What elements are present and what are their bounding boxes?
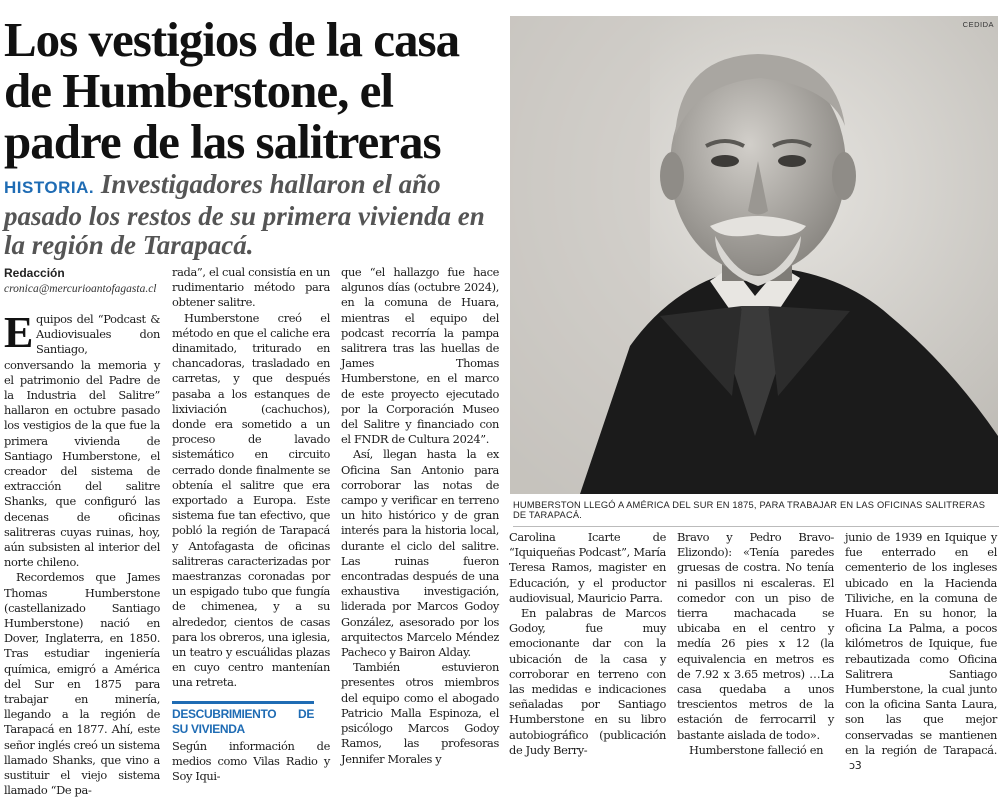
drop-cap: E (4, 308, 33, 357)
author-email[interactable]: cronica@mercurioantofagasta.cl (4, 283, 157, 295)
paragraph (845, 530, 997, 773)
end-mark-icon: ↄ3 (849, 759, 862, 773)
section-kicker: HISTORIA. (4, 178, 95, 197)
paragraph: En palabras de Marcos Godoy, fue muy emocionante dar con la ubicación de la casa y corroborar en terreno con las medidas e indicaciones señaladas por Santiago Humberstone en su libro autobiográfico (publicación de Judy Berry- (509, 606, 666, 757)
column-6 (845, 530, 997, 773)
paragraph-text: junio de 1939 en Iquique y fue enterrado en el cementerio de los ingleses ubicado en la Hacienda Tiliviche, en la comuna de Huara. En su honor, la oficina La Palma, a pocos kilómetros de Iquique, fue rebautizada como Oficina Salitrera Santiago Humberstone, la cual junto con la oficina Santa Laura, son las que mejor conservadas se mantienen en la región de Tarapacá. (845, 530, 997, 757)
paragraph-text: quipos del “Podcast & Audiovisuales don Santiago, conversando la memoria y el patrimonio del Padre de la Industria del Salitre” hallaron en octubre pasado los vestigios de la que fue la primera vivienda de Santiago Humberstone, el creador del sistema de extracción del salitre Shanks, que configuró las decenas de oficinas salitreras cuyas ruinas, hoy, aún subsisten al interior del norte chileno. (4, 312, 160, 570)
byline: Redacción (4, 266, 65, 280)
column-4 (509, 530, 666, 758)
paragraph: También estuvieron presentes otros miembros del equipo como el abogado Patricio Malla Espinoza, el psicólogo Marcos Godoy Ramos, las profesoras Jennifer Morales y (341, 660, 499, 766)
column-3 (341, 265, 499, 767)
subheading: DESCUBRIMIENTO DE SU VIVIENDA (172, 701, 314, 737)
lead-paragraph (4, 170, 504, 260)
paragraph: Recordemos que James Thomas Humberstone (castellanizado Santiago Humberstone) nació en Dover, Inglaterra, en 1850. Tras estudiar ingeniería química, emigró a América del Sur en 1875 para trabajar en minería, llegando a la región de Tarapacá en 1877. Ahí, este señor inglés creó un sistema llamado Shanks, que vino a sustituir el viejo sistema llamado “De pa- (4, 570, 160, 798)
paragraph: Según información de medios como Vilas Radio y Soy Iqui- (172, 738, 330, 784)
photo-caption: HUMBERSTON LLEGÓ A AMÉRICA DEL SUR EN 1875, PARA TRABAJAR EN LAS OFICINAS SALITRERAS DE TARAPACÁ. (513, 500, 999, 527)
lead-text: Investigadores hallaron el año pasado los restos de su primera vivienda en la región de Tarapacá. (4, 169, 485, 260)
paragraph: Así, llegan hasta la ex Oficina San Antonio para corroborar las notas de campo y verificar en terreno un hito histórico y de gran interés para la historia local, durante el ciclo del salitre. Las ruinas fueron encontradas después de una exhaustiva investigación, liderada por Marcos Godoy González, asesorado por los arquitectos Marcelo Méndez Pacheco y Bairon Alday. (341, 447, 499, 660)
paragraph (4, 308, 160, 570)
headline: Los vestigios de la casa de Humberstone, el padre de las salitreras (4, 12, 460, 169)
column-2 (172, 265, 330, 784)
paragraph: que “el hallazgo fue hace algunos días (octubre 2024), en la comuna de Huara, mientras el equipo del podcast recorría la pampa salitrera tras las huellas de James Thomas Humberstone, en el marco de este proyecto ejecutado por la Corporación Museo del Salitre y financiado con el FNDR de Cultura 2024”. (341, 265, 499, 447)
photo-credit: CEDIDA (962, 20, 994, 29)
portrait-illustration (510, 16, 998, 494)
column-5 (677, 530, 834, 758)
paragraph: Bravo y Pedro Bravo-Elizondo): «Tenía paredes gruesas de costra. No tenía ni pasillos ni escaleras. El comedor con un piso de tierra machacada se ubicaba en el centro y medía 26 pies x 12 (la equivalencia en metros es de 7.92 x 3.65 metros) …La casa quedaba a unos trescientos metros de la estación de ferrocarril y bastante aislada de todo». (677, 530, 834, 742)
paragraph: Humberstone falleció en (689, 742, 824, 757)
portrait-photo (510, 16, 998, 494)
paragraph: rada”, el cual consistía en un rudimentario método para obtener salitre. (172, 265, 330, 310)
column-1 (4, 308, 160, 799)
paragraph: Carolina Icarte de “Iquiqueñas Podcast”, María Teresa Ramos, magister en Educación, y el productor audiovisual, Mauricio Parra. (509, 530, 666, 605)
paragraph: Humberstone creó el método en que el caliche era dinamitado, triturado en chancadoras, trasladado en carretas, y que después pasaba a los estanques de lixiviación (cachuchos), donde era sometido a un proceso de lavado sistemático en circuito cerrado donde finalmente se obtenía el salitre que era exportado a Europa. Este sistema fue tan efectivo, que pobló la región de Tarapacá y Antofagasta de oficinas salitreras caracterizadas por maestranzas coronadas por un espigado tubo que fungía de chimenea, y a su alrededor, cientos de casas para los obreros, una iglesia, un teatro y escuálidas plazas en cuyo centro mantenían una retreta. (172, 310, 330, 690)
